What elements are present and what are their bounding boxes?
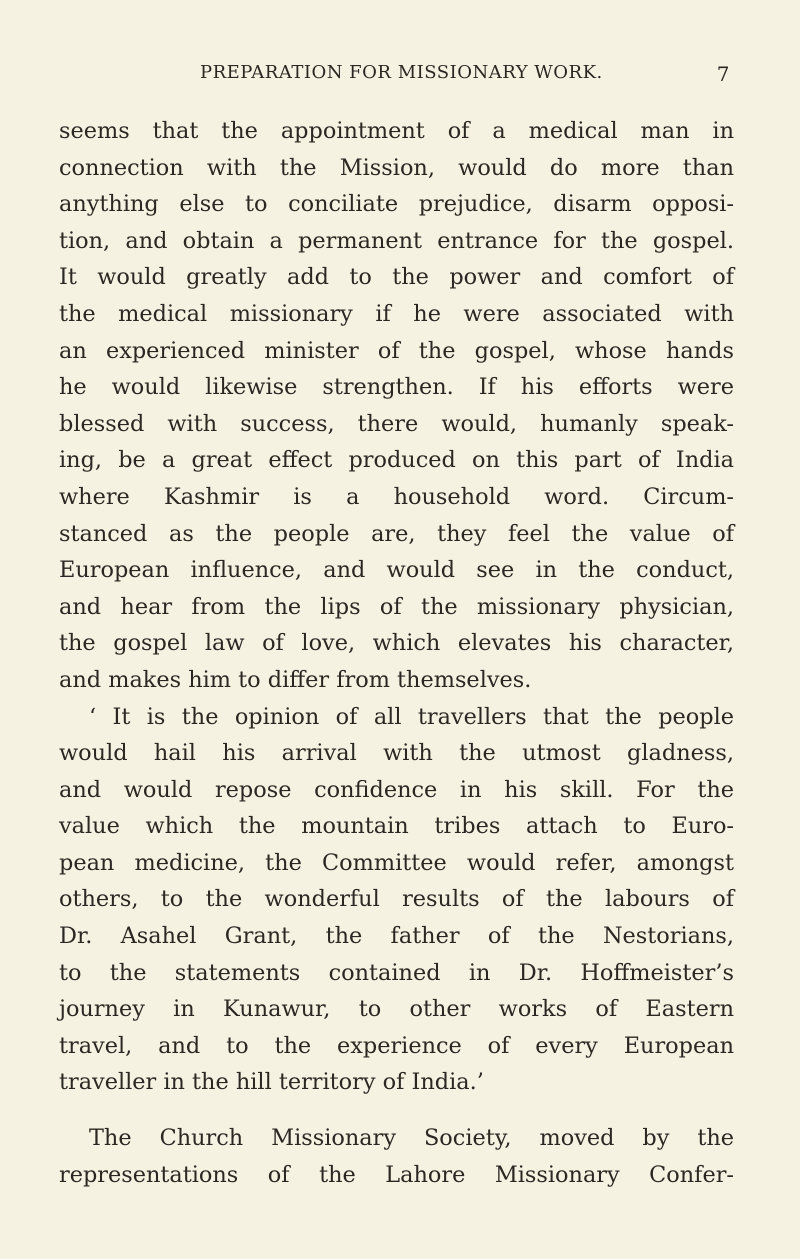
text-line: an experienced minister of the gospel, whose hands [59, 337, 734, 364]
running-head [200, 62, 730, 88]
running-title: PREPARATION FOR MISSIONARY WORK. [200, 62, 603, 83]
text-line: ing, be a great effect produced on this part of India [59, 447, 734, 474]
text-line: European influence, and would see in the conduct, [59, 557, 734, 584]
text-line: It would greatly add to the power and comfort of [59, 264, 734, 291]
text-line: travel, and to the experience of every European [59, 1032, 734, 1059]
body-text [59, 113, 734, 1193]
text-line: to the statements contained in Dr. Hoffmeister’s [59, 959, 734, 986]
text-line: blessed with success, there would, humanly speak- [59, 410, 734, 437]
text-line: value which the mountain tribes attach to Euro- [59, 813, 734, 840]
text-line: pean medicine, the Committee would refer, amongst [59, 849, 734, 876]
text-line: representations of the Lahore Missionary Confer- [59, 1161, 734, 1188]
text-line: and makes him to differ from themselves. [59, 666, 532, 693]
text-line: and hear from the lips of the missionary physician, [59, 593, 734, 620]
text-line: traveller in the hill territory of India.’ [59, 1069, 484, 1096]
text-line: The Church Missionary Society, moved by the [89, 1125, 734, 1152]
paragraph-spacer [59, 1101, 734, 1120]
text-line: anything else to conciliate prejudice, disarm opposi- [59, 191, 734, 218]
text-line: ‘ It is the opinion of all travellers that the people [89, 703, 734, 730]
paragraph-2 [59, 699, 734, 1102]
text-line: tion, and obtain a permanent entrance for the gospel. [59, 227, 734, 254]
paragraph-3 [59, 1120, 734, 1193]
text-line: journey in Kunawur, to other works of Eastern [59, 996, 734, 1023]
text-line: connection with the Mission, would do more than [59, 154, 734, 181]
text-line: others, to the wonderful results of the labours of [59, 886, 734, 913]
text-line: where Kashmir is a household word. Circum- [59, 483, 734, 510]
text-line: the gospel law of love, which elevates his character, [59, 630, 734, 657]
text-line: he would likewise strengthen. If his efforts were [59, 374, 734, 401]
text-line: seems that the appointment of a medical man in [59, 118, 734, 144]
text-line: would hail his arrival with the utmost gladness, [59, 740, 734, 767]
text-line: Dr. Asahel Grant, the father of the Nestorians, [59, 923, 734, 950]
text-line: the medical missionary if he were associated with [59, 300, 734, 327]
text-line: and would repose confidence in his skill. For the [59, 776, 734, 803]
text-line: stanced as the people are, they feel the value of [59, 520, 734, 547]
page-number: 7 [716, 62, 730, 86]
paragraph-1 [59, 113, 734, 699]
